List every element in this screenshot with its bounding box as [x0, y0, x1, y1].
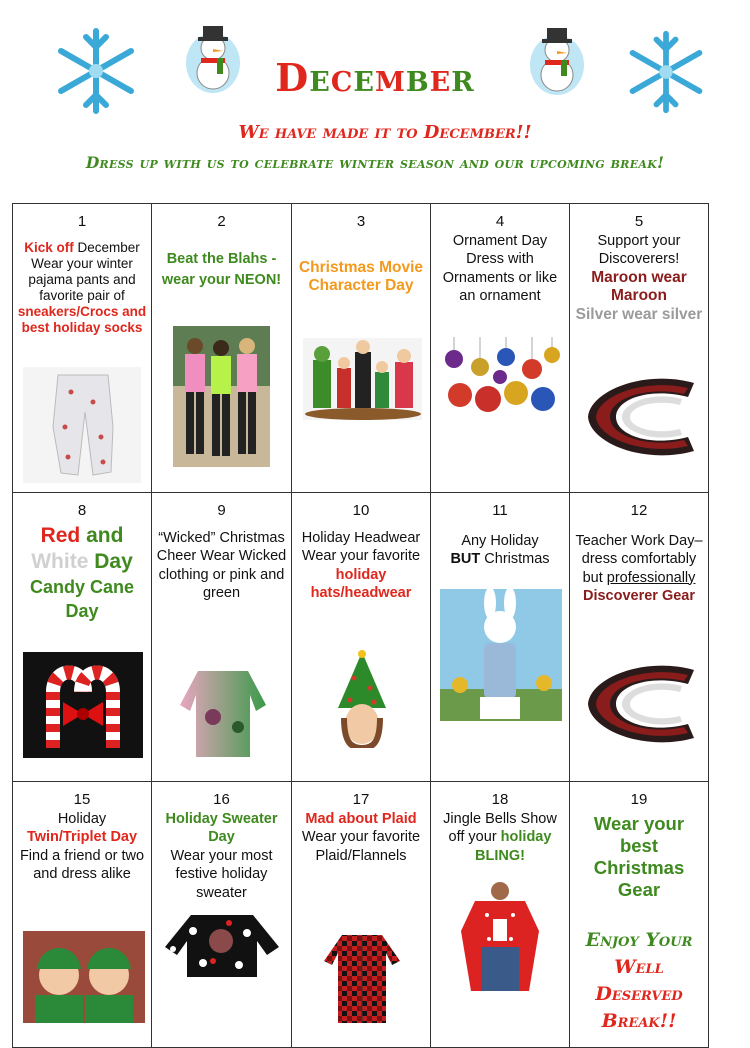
- day-cell-18: [431, 791, 569, 1047]
- twin-babies-image: [23, 931, 145, 1023]
- enjoy-text: Deserved Break!!: [595, 982, 683, 1032]
- day-text: Support your Discoverers!: [597, 232, 681, 267]
- subtitle: We have made it to December!!: [238, 122, 532, 143]
- day-text: professionally: [606, 569, 696, 586]
- title-letter: c: [330, 55, 354, 100]
- day-text: Kick off: [24, 239, 74, 255]
- day-text: Holiday Headwear Wear your favorite: [301, 529, 421, 564]
- day-cell-3: [292, 213, 430, 492]
- title-letter: e: [353, 55, 375, 100]
- day-cell-11: [431, 502, 569, 781]
- c-logo-icon: [584, 660, 696, 748]
- day-text: Christmas: [480, 551, 550, 567]
- title-letter: b: [405, 55, 430, 100]
- day-text: holiday BLING!: [475, 829, 552, 864]
- calendar-grid: [12, 203, 709, 1048]
- neon-shirts-image: [173, 326, 270, 467]
- enjoy-text: Well: [614, 955, 664, 978]
- day-text: Wear your best Christmas Gear: [593, 812, 685, 900]
- subtitle-dress-up: Dress up with us to celebrate winter season and our upcoming break!: [85, 153, 665, 172]
- day-text: holiday hats/headwear: [310, 566, 412, 601]
- movie-characters-image: [303, 338, 422, 420]
- day-number: 1: [77, 213, 87, 230]
- day-number: 15: [73, 791, 91, 808]
- day-text: Discoverer Gear: [582, 588, 696, 604]
- day-cell-10: [292, 502, 430, 781]
- day-text: Twin/Triplet Day: [26, 829, 138, 845]
- day-text: Holiday Sweater Day: [165, 810, 278, 845]
- day-cell-19: [570, 791, 708, 1047]
- title-letter: r: [451, 55, 475, 100]
- wicked-sweater-image: [178, 665, 268, 759]
- day-cell-1: [13, 213, 151, 492]
- day-cell-8: [13, 502, 151, 781]
- day-cell-12: [570, 502, 708, 781]
- day-cell-17: [292, 791, 430, 1047]
- day-text: “Wicked” Christmas Cheer Wear Wicked clothing or pink and green: [156, 529, 287, 601]
- day-number: 2: [217, 213, 226, 230]
- c-logo-icon: [584, 373, 696, 461]
- candy-cane-image: [23, 652, 143, 758]
- day-cell-2: [152, 213, 291, 492]
- day-number: 19: [630, 791, 648, 808]
- day-number: 18: [491, 791, 509, 808]
- day-number: 16: [213, 791, 230, 808]
- day-number: 8: [77, 502, 87, 519]
- day-number: 5: [634, 213, 644, 230]
- enjoy-text: Enjoy Your: [585, 928, 693, 951]
- day-number: 11: [492, 502, 508, 519]
- title-letter: e: [429, 55, 452, 100]
- day-text: Ornament Day Dress with Ornaments or like an ornament: [442, 232, 558, 304]
- day-number: 9: [217, 502, 226, 519]
- page-title: [0, 55, 750, 100]
- day-text: Silver wear silver: [575, 305, 703, 323]
- day-text: Candy Cane Day: [29, 576, 135, 621]
- day-cell-4: [431, 213, 569, 492]
- day-text: Find a friend or two and dress alike: [19, 847, 145, 882]
- day-number: 12: [630, 502, 648, 519]
- title-letter: m: [374, 55, 406, 100]
- title-letter: D: [275, 55, 310, 100]
- title-letter: e: [309, 55, 331, 100]
- day-text: Teacher Work Day– dress comfortably but: [575, 532, 703, 586]
- day-text: White: [31, 549, 89, 573]
- day-number: 3: [356, 213, 366, 230]
- day-text: BUT: [450, 551, 481, 567]
- pajama-pants-image: [23, 367, 141, 483]
- day-cell-5: [570, 213, 708, 492]
- day-number: 17: [352, 791, 370, 808]
- day-text: Wear your most festive holiday sweater: [170, 847, 273, 901]
- day-text: Red: [40, 523, 81, 547]
- plaid-shirt-image: [322, 931, 402, 1025]
- day-number: 4: [495, 213, 505, 230]
- day-text: Mad about Plaid: [305, 810, 417, 827]
- tree-hat-image: [330, 648, 394, 748]
- day-text: sneakers/Crocs and best holiday socks: [17, 303, 147, 335]
- bling-sweater-image: [459, 881, 541, 997]
- holiday-sweater-image: [163, 911, 281, 979]
- day-text: Maroon wear Maroon: [591, 268, 687, 304]
- day-text: Christmas Movie Character Day: [298, 258, 424, 294]
- day-text: and: [80, 523, 124, 547]
- day-text: Beat the Blahs - wear your NEON!: [161, 250, 282, 288]
- day-text: Any Holiday: [461, 532, 539, 549]
- day-text: Jingle Bells Show off your: [443, 810, 557, 845]
- day-cell-16: [152, 791, 291, 1047]
- day-text: Holiday: [57, 810, 107, 827]
- day-text: December Wear your winter pajama pants and favorite pair of: [28, 239, 140, 303]
- day-cell-15: [13, 791, 151, 1047]
- ornaments-image: [440, 337, 561, 419]
- day-text: Day: [88, 549, 133, 573]
- day-text: Wear your favorite Plaid/Flannels: [301, 829, 421, 864]
- day-number: 10: [352, 502, 370, 519]
- easter-bunny-image: [440, 589, 562, 721]
- day-cell-9: [152, 502, 291, 781]
